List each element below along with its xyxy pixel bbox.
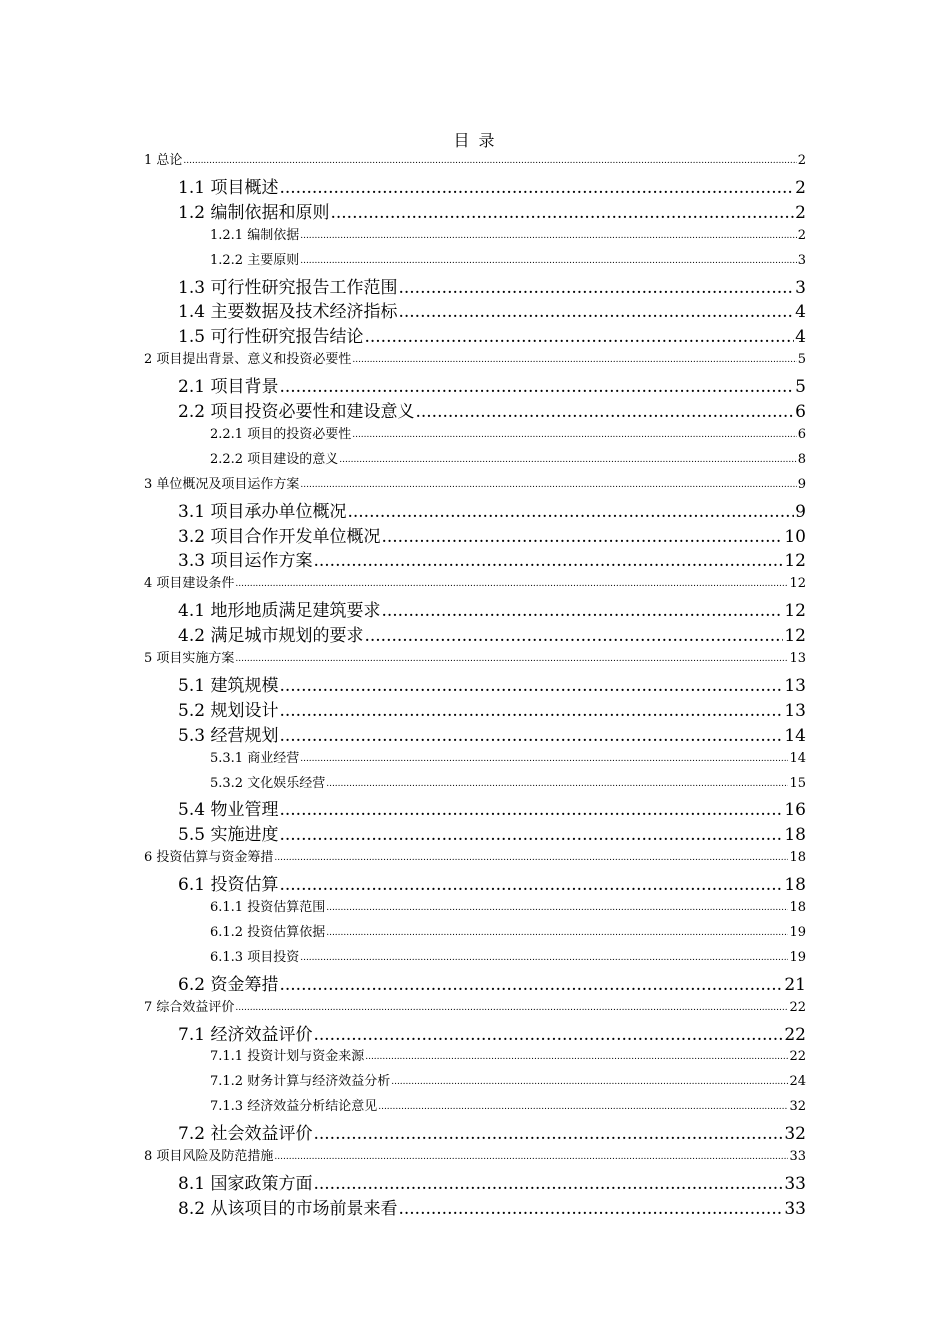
- toc-entry-label: 4 项目建设条件: [144, 576, 235, 592]
- toc-entry-level-2[interactable]: [178, 675, 806, 697]
- toc-dot-leader: [365, 1048, 788, 1066]
- toc-dot-leader: [279, 675, 783, 697]
- toc-entry-page-number: 14: [784, 725, 806, 746]
- toc-entry-label: 1.2 编制依据和原则: [178, 202, 330, 223]
- toc-dot-leader: [279, 974, 783, 996]
- toc-entry-label: 6.1.3 项目投资: [210, 949, 300, 965]
- toc-entry-label: 7.1.2 财务计算与经济效益分析: [210, 1074, 391, 1090]
- toc-entry-level-1[interactable]: [144, 152, 806, 170]
- toc-entry-label: 5.2 规划设计: [178, 700, 279, 721]
- toc-dot-leader: [326, 899, 788, 917]
- toc-entry-level-2[interactable]: [178, 799, 806, 821]
- toc-entry-level-2[interactable]: [178, 824, 806, 846]
- toc-entry-label: 3.1 项目承办单位概况: [178, 501, 347, 522]
- toc-dot-leader: [300, 476, 796, 494]
- toc-dot-leader: [313, 550, 783, 572]
- toc-entry-page-number: 12: [784, 626, 806, 647]
- toc-dot-leader: [183, 152, 796, 170]
- toc-entry-page-number: 5: [795, 377, 806, 398]
- toc-entry-label: 7.2 社会效益评价: [178, 1124, 313, 1145]
- toc-entry-level-3[interactable]: [210, 775, 806, 793]
- toc-entry-label: 1.3 可行性研究报告工作范围: [178, 277, 398, 298]
- toc-dot-leader: [300, 750, 788, 768]
- toc-entry-label: 6.1 投资估算: [178, 875, 279, 896]
- toc-entry-page-number: 10: [784, 526, 806, 547]
- toc-entry-label: 7.1.1 投资计划与资金来源: [210, 1049, 365, 1065]
- toc-entry-level-2[interactable]: [178, 526, 806, 548]
- toc-entry-page-number: 3: [795, 277, 806, 298]
- toc-dot-leader: [415, 401, 794, 423]
- toc-entry-label: 4.2 满足城市规划的要求: [178, 626, 364, 647]
- toc-dot-leader: [378, 1098, 788, 1116]
- toc-entry-page-number: 9: [797, 476, 806, 492]
- toc-entry-level-1[interactable]: [144, 1148, 806, 1166]
- toc-entry-label: 3.2 项目合作开发单位概况: [178, 526, 381, 547]
- toc-entry-level-3[interactable]: [210, 949, 806, 967]
- toc-entry-level-2[interactable]: [178, 177, 806, 199]
- toc-entry-label: 4.1 地形地质满足建筑要求: [178, 601, 381, 622]
- toc-entry-level-2[interactable]: [178, 301, 806, 323]
- toc-entry-level-2[interactable]: [178, 600, 806, 622]
- toc-dot-leader: [313, 1123, 783, 1145]
- toc-entry-label: 6.1.2 投资估算依据: [210, 924, 326, 940]
- toc-entry-page-number: 4: [795, 327, 806, 348]
- toc-entry-label: 2.2.1 项目的投资必要性: [210, 426, 352, 442]
- toc-entry-label: 1.5 可行性研究报告结论: [178, 327, 364, 348]
- toc-entry-page-number: 19: [789, 949, 806, 965]
- toc-entry-label: 6.1.1 投资估算范围: [210, 900, 326, 915]
- toc-entry-label: 7.1.3 经济效益分析结论意见: [210, 1099, 378, 1115]
- toc-entry-level-2[interactable]: [178, 550, 806, 572]
- toc-entry-label: 8 项目风险及防范措施: [144, 1149, 274, 1164]
- toc-dot-leader: [352, 426, 797, 444]
- toc-entry-level-2[interactable]: [178, 625, 806, 647]
- toc-entry-page-number: 2: [795, 177, 806, 198]
- toc-dot-leader: [279, 177, 794, 199]
- toc-dot-leader: [352, 351, 796, 369]
- toc-dot-leader: [339, 451, 797, 469]
- toc-entry-page-number: 21: [784, 974, 806, 995]
- toc-entry-level-2[interactable]: [178, 1123, 806, 1145]
- toc-dot-leader: [313, 1024, 783, 1046]
- toc-entry-level-3[interactable]: [210, 1098, 806, 1116]
- toc-entry-level-3[interactable]: [210, 750, 806, 768]
- toc-dot-leader: [235, 999, 788, 1017]
- toc-entry-page-number: 13: [789, 651, 806, 666]
- toc-entry-label: 2 项目提出背景、意义和投资必要性: [144, 352, 352, 368]
- toc-dot-leader: [279, 376, 794, 398]
- toc-entry-label: 1 总论: [144, 153, 183, 168]
- toc-entry-page-number: 8: [797, 451, 806, 467]
- toc-entry-level-1[interactable]: [144, 849, 806, 867]
- toc-dot-leader: [235, 575, 788, 593]
- toc-dot-leader: [381, 526, 783, 548]
- toc-entry-label: 5 项目实施方案: [144, 651, 235, 666]
- toc-entry-page-number: 18: [784, 825, 806, 846]
- toc-entry-level-2[interactable]: [178, 202, 806, 224]
- toc-entry-level-2[interactable]: [178, 501, 806, 523]
- toc-entry-page-number: 12: [784, 601, 806, 622]
- toc-entry-level-1[interactable]: [144, 650, 806, 668]
- toc-dot-leader: [364, 625, 783, 647]
- toc-entry-level-3[interactable]: [210, 1073, 806, 1091]
- toc-entry-page-number: 9: [795, 501, 806, 522]
- toc-entry-label: 5.4 物业管理: [178, 800, 279, 821]
- toc-entry-label: 2.2 项目投资必要性和建设意义: [178, 402, 415, 422]
- toc-entry-page-number: 5: [797, 352, 806, 368]
- toc-dot-leader: [347, 501, 794, 523]
- toc-entry-level-2[interactable]: [178, 1173, 806, 1195]
- toc-entry-level-1[interactable]: [144, 575, 806, 593]
- toc-entry-label: 3 单位概况及项目运作方案: [144, 476, 300, 492]
- toc-entry-page-number: 3: [797, 252, 806, 268]
- toc-entry-label: 5.1 建筑规模: [178, 675, 279, 696]
- toc-entry-level-3[interactable]: [210, 227, 806, 245]
- toc-entry-level-2[interactable]: [178, 326, 806, 348]
- toc-entry-level-1[interactable]: [144, 351, 806, 369]
- toc-entry-page-number: 2: [797, 227, 806, 243]
- toc-entry-page-number: 14: [789, 750, 806, 766]
- toc-dot-leader: [279, 874, 783, 896]
- toc-dot-leader: [235, 650, 788, 668]
- toc-entry-label: 1.2.1 编制依据: [210, 227, 300, 243]
- toc-entry-page-number: 32: [784, 1124, 806, 1145]
- toc-entry-level-2[interactable]: [178, 725, 806, 747]
- toc-entry-page-number: 4: [795, 302, 806, 323]
- toc-entry-page-number: 33: [784, 1198, 806, 1219]
- toc-dot-leader: [279, 799, 783, 821]
- toc-dot-leader: [279, 725, 783, 747]
- toc-entry-page-number: 22: [789, 999, 806, 1015]
- toc-entry-level-2[interactable]: [178, 700, 806, 722]
- toc-entry-level-3[interactable]: [210, 1048, 806, 1066]
- toc-entry-page-number: 6: [795, 402, 806, 422]
- toc-entry-label: 5.3.1 商业经营: [210, 750, 300, 766]
- toc-entry-level-3[interactable]: [210, 924, 806, 942]
- toc-entry-level-3[interactable]: [210, 252, 806, 270]
- toc-dot-leader: [300, 252, 797, 270]
- toc-entry-page-number: 13: [784, 700, 806, 721]
- toc-entry-page-number: 33: [784, 1173, 806, 1194]
- toc-entry-level-2[interactable]: [178, 1024, 806, 1046]
- toc-entry-page-number: 15: [789, 775, 806, 791]
- toc-entry-label: 2.1 项目背景: [178, 377, 279, 398]
- toc-entry-page-number: 33: [789, 1149, 806, 1164]
- toc-entry-page-number: 18: [789, 900, 806, 915]
- toc-entry-level-2[interactable]: [178, 874, 806, 896]
- toc-entry-page-number: 12: [784, 551, 806, 572]
- toc-dot-leader: [330, 202, 794, 224]
- toc-dot-leader: [326, 924, 788, 942]
- toc-dot-leader: [313, 1173, 783, 1195]
- toc-entry-page-number: 32: [789, 1099, 806, 1115]
- toc-entry-level-3[interactable]: [210, 451, 806, 469]
- toc-entry-page-number: 2: [797, 153, 806, 168]
- toc-entry-label: 2.2.2 项目建设的意义: [210, 451, 339, 467]
- toc-entry-page-number: 13: [784, 675, 806, 696]
- toc-dot-leader: [381, 600, 783, 622]
- toc-entry-label: 8.2 从该项目的市场前景来看: [178, 1198, 398, 1219]
- toc-entry-page-number: 19: [789, 924, 806, 940]
- toc-entry-level-1[interactable]: [144, 476, 806, 494]
- toc-entry-label: 6 投资估算与资金筹措: [144, 850, 274, 866]
- toc-entry-level-2[interactable]: [178, 277, 806, 299]
- toc-entry-page-number: 6: [797, 426, 806, 442]
- toc-entry-level-1[interactable]: [144, 999, 806, 1017]
- toc-entry-page-number: 22: [789, 1049, 806, 1065]
- toc-dot-leader: [398, 277, 794, 299]
- toc-entry-label: 7 综合效益评价: [144, 999, 235, 1015]
- toc-entry-page-number: 18: [784, 875, 806, 896]
- toc-entry-level-3[interactable]: [210, 899, 806, 917]
- toc-entry-label: 5.5 实施进度: [178, 825, 279, 846]
- toc-dot-leader: [274, 849, 788, 867]
- toc-entry-level-2[interactable]: [178, 401, 806, 423]
- toc-entry-page-number: 2: [795, 202, 806, 223]
- toc-entry-label: 6.2 资金筹措: [178, 974, 279, 995]
- toc-dot-leader: [326, 775, 788, 793]
- toc-entry-page-number: 12: [789, 576, 806, 592]
- toc-dot-leader: [391, 1073, 788, 1091]
- toc-entry-label: 3.3 项目运作方案: [178, 551, 313, 572]
- toc-dot-leader: [398, 301, 794, 323]
- toc-entry-level-3[interactable]: [210, 426, 806, 444]
- toc-title: 目 录: [453, 131, 497, 150]
- toc-entry-label: 8.1 国家政策方面: [178, 1173, 313, 1194]
- toc-entry-level-2[interactable]: [178, 1198, 806, 1220]
- toc-entry-label: 5.3.2 文化娱乐经营: [210, 775, 326, 791]
- toc-dot-leader: [300, 227, 797, 245]
- toc-dot-leader: [279, 700, 783, 722]
- toc-entry-page-number: 24: [789, 1074, 806, 1090]
- toc-dot-leader: [279, 824, 783, 846]
- toc-dot-leader: [364, 326, 794, 348]
- toc-entry-label: 1.2.2 主要原则: [210, 252, 300, 268]
- toc-entry-label: 1.1 项目概述: [178, 177, 279, 198]
- toc-dot-leader: [398, 1198, 783, 1220]
- toc-dot-leader: [300, 949, 788, 967]
- toc-entry-page-number: 18: [789, 850, 806, 866]
- toc-entry-page-number: 16: [784, 800, 806, 821]
- toc-entry-level-2[interactable]: [178, 974, 806, 996]
- toc-entry-page-number: 22: [784, 1024, 806, 1045]
- toc-entry-label: 1.4 主要数据及技术经济指标: [178, 302, 398, 323]
- toc-entry-level-2[interactable]: [178, 376, 806, 398]
- toc-dot-leader: [274, 1148, 788, 1166]
- toc-entry-label: 7.1 经济效益评价: [178, 1024, 313, 1045]
- toc-entry-label: 5.3 经营规划: [178, 725, 279, 746]
